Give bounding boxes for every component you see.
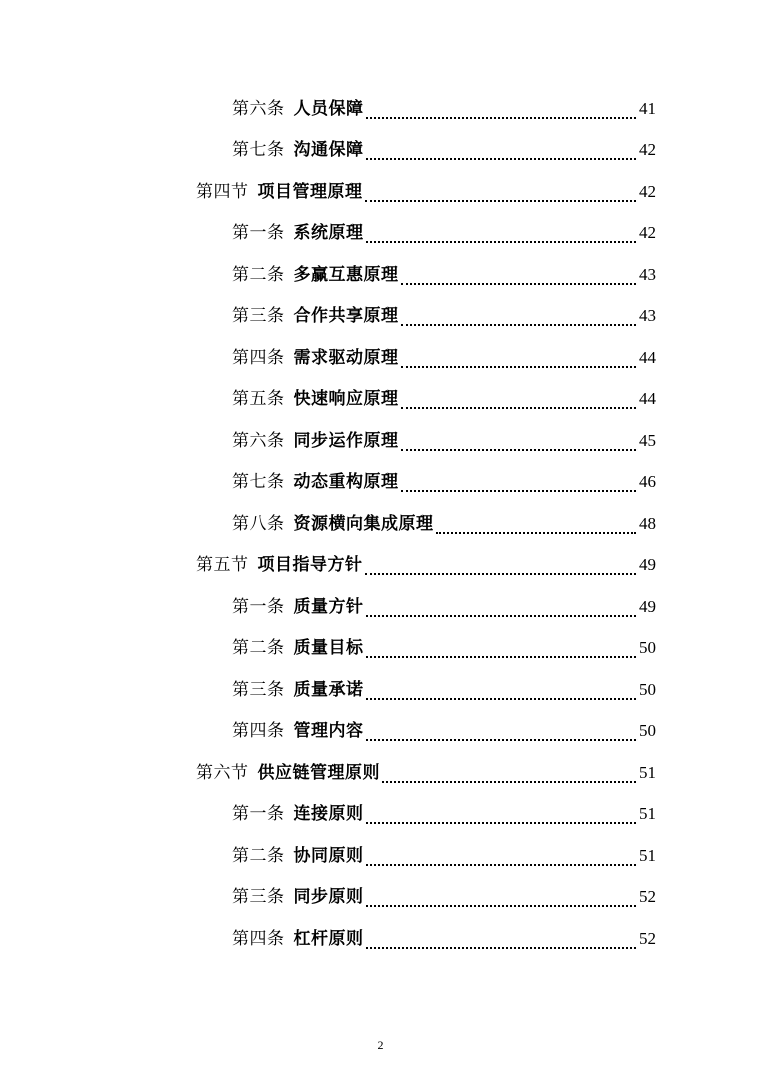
toc-entry-title: 动态重构原理 bbox=[293, 472, 399, 493]
dot-leader bbox=[366, 933, 637, 949]
toc-entry[interactable] bbox=[0, 420, 761, 462]
dot-leader bbox=[401, 435, 637, 451]
dot-leader bbox=[401, 310, 637, 326]
toc-entry-title: 同步运作原理 bbox=[293, 430, 399, 451]
toc-entry-page: 48 bbox=[639, 513, 656, 533]
toc-entry-number: 第五节 bbox=[196, 555, 249, 576]
toc-entry-page: 45 bbox=[639, 430, 656, 450]
toc-entry-page: 42 bbox=[639, 223, 656, 243]
dot-leader bbox=[365, 186, 637, 202]
toc-entry-number: 第七条 bbox=[232, 472, 285, 493]
toc-entry[interactable] bbox=[0, 711, 761, 753]
toc-entry-number: 第六节 bbox=[196, 762, 249, 783]
toc-entry[interactable] bbox=[0, 213, 761, 255]
dot-leader bbox=[401, 352, 637, 368]
dot-leader bbox=[366, 601, 637, 617]
dot-leader bbox=[436, 518, 637, 534]
page-number: 2 bbox=[377, 1038, 384, 1052]
dot-leader bbox=[401, 269, 637, 285]
dot-leader bbox=[366, 808, 637, 824]
toc-entry-number: 第四节 bbox=[196, 181, 249, 202]
toc-entry-title: 沟通保障 bbox=[293, 140, 364, 161]
toc-entry-title: 快速响应原理 bbox=[293, 389, 399, 410]
toc-entry-page: 43 bbox=[639, 306, 656, 326]
toc-entry-number: 第四条 bbox=[232, 721, 285, 742]
toc-entry-title: 多赢互惠原理 bbox=[293, 264, 399, 285]
toc-section-entry[interactable] bbox=[0, 752, 761, 794]
toc-entry-page: 51 bbox=[639, 804, 656, 824]
toc-entry-title: 协同原则 bbox=[293, 845, 364, 866]
toc-entry-page: 43 bbox=[639, 264, 656, 284]
toc-entry-number: 第二条 bbox=[232, 638, 285, 659]
toc-entry[interactable] bbox=[0, 337, 761, 379]
toc-entry-page: 46 bbox=[639, 472, 656, 492]
dot-leader bbox=[382, 767, 636, 783]
toc-entry[interactable] bbox=[0, 503, 761, 545]
toc-entry-number: 第三条 bbox=[232, 306, 285, 327]
toc-entry-page: 42 bbox=[639, 140, 656, 160]
toc-entry[interactable] bbox=[0, 794, 761, 836]
toc-section-entry[interactable] bbox=[0, 171, 761, 213]
toc-entry-number: 第一条 bbox=[232, 223, 285, 244]
toc-entry-title: 质量方针 bbox=[293, 596, 364, 617]
dot-leader bbox=[401, 393, 637, 409]
toc-entry-page: 50 bbox=[639, 721, 656, 741]
dot-leader bbox=[366, 850, 637, 866]
toc-entry-number: 第七条 bbox=[232, 140, 285, 161]
toc-entry-number: 第二条 bbox=[232, 264, 285, 285]
toc-entry[interactable] bbox=[0, 835, 761, 877]
toc-entry[interactable] bbox=[0, 669, 761, 711]
dot-leader bbox=[366, 227, 637, 243]
toc-entry[interactable] bbox=[0, 586, 761, 628]
toc-entry-title: 供应链管理原则 bbox=[257, 762, 380, 783]
toc-entry-page: 51 bbox=[639, 762, 656, 782]
table-of-contents bbox=[0, 88, 761, 960]
toc-entry-number: 第六条 bbox=[232, 430, 285, 451]
toc-entry[interactable] bbox=[0, 918, 761, 960]
toc-entry-page: 49 bbox=[639, 596, 656, 616]
toc-entry-title: 质量承诺 bbox=[293, 679, 364, 700]
dot-leader bbox=[366, 103, 637, 119]
toc-entry-number: 第一条 bbox=[232, 596, 285, 617]
dot-leader bbox=[365, 559, 637, 575]
toc-entry-number: 第六条 bbox=[232, 98, 285, 119]
toc-section-entry[interactable] bbox=[0, 545, 761, 587]
toc-entry-title: 连接原则 bbox=[293, 804, 364, 825]
toc-entry[interactable] bbox=[0, 254, 761, 296]
toc-entry-page: 44 bbox=[639, 389, 656, 409]
toc-entry-number: 第二条 bbox=[232, 845, 285, 866]
dot-leader bbox=[401, 476, 637, 492]
toc-entry-page: 42 bbox=[639, 181, 656, 201]
toc-entry[interactable] bbox=[0, 130, 761, 172]
toc-entry[interactable] bbox=[0, 88, 761, 130]
toc-entry-number: 第四条 bbox=[232, 928, 285, 949]
dot-leader bbox=[366, 891, 637, 907]
toc-entry[interactable] bbox=[0, 462, 761, 504]
toc-entry-title: 同步原则 bbox=[293, 887, 364, 908]
toc-entry-title: 人员保障 bbox=[293, 98, 364, 119]
toc-entry[interactable] bbox=[0, 296, 761, 338]
toc-entry-title: 质量目标 bbox=[293, 638, 364, 659]
toc-entry-page: 51 bbox=[639, 845, 656, 865]
toc-entry-page: 52 bbox=[639, 928, 656, 948]
toc-entry-number: 第三条 bbox=[232, 887, 285, 908]
toc-entry-title: 管理内容 bbox=[293, 721, 364, 742]
toc-entry-title: 项目管理原理 bbox=[257, 181, 363, 202]
toc-entry-number: 第三条 bbox=[232, 679, 285, 700]
toc-entry-page: 52 bbox=[639, 887, 656, 907]
toc-entry-title: 资源横向集成原理 bbox=[293, 513, 434, 534]
toc-entry-title: 合作共享原理 bbox=[293, 306, 399, 327]
toc-entry-title: 系统原理 bbox=[293, 223, 364, 244]
toc-entry-number: 第一条 bbox=[232, 804, 285, 825]
toc-entry-page: 44 bbox=[639, 347, 656, 367]
toc-entry[interactable] bbox=[0, 628, 761, 670]
dot-leader bbox=[366, 725, 637, 741]
toc-entry[interactable] bbox=[0, 877, 761, 919]
toc-entry[interactable] bbox=[0, 379, 761, 421]
toc-entry-number: 第四条 bbox=[232, 347, 285, 368]
toc-entry-page: 49 bbox=[639, 555, 656, 575]
toc-entry-number: 第五条 bbox=[232, 389, 285, 410]
toc-entry-title: 项目指导方针 bbox=[257, 555, 363, 576]
toc-entry-page: 50 bbox=[639, 679, 656, 699]
toc-entry-title: 需求驱动原理 bbox=[293, 347, 399, 368]
toc-entry-page: 41 bbox=[639, 98, 656, 118]
toc-entry-page: 50 bbox=[639, 638, 656, 658]
dot-leader bbox=[366, 144, 637, 160]
dot-leader bbox=[366, 642, 637, 658]
toc-entry-number: 第八条 bbox=[232, 513, 285, 534]
toc-entry-title: 杠杆原则 bbox=[293, 928, 364, 949]
dot-leader bbox=[366, 684, 637, 700]
